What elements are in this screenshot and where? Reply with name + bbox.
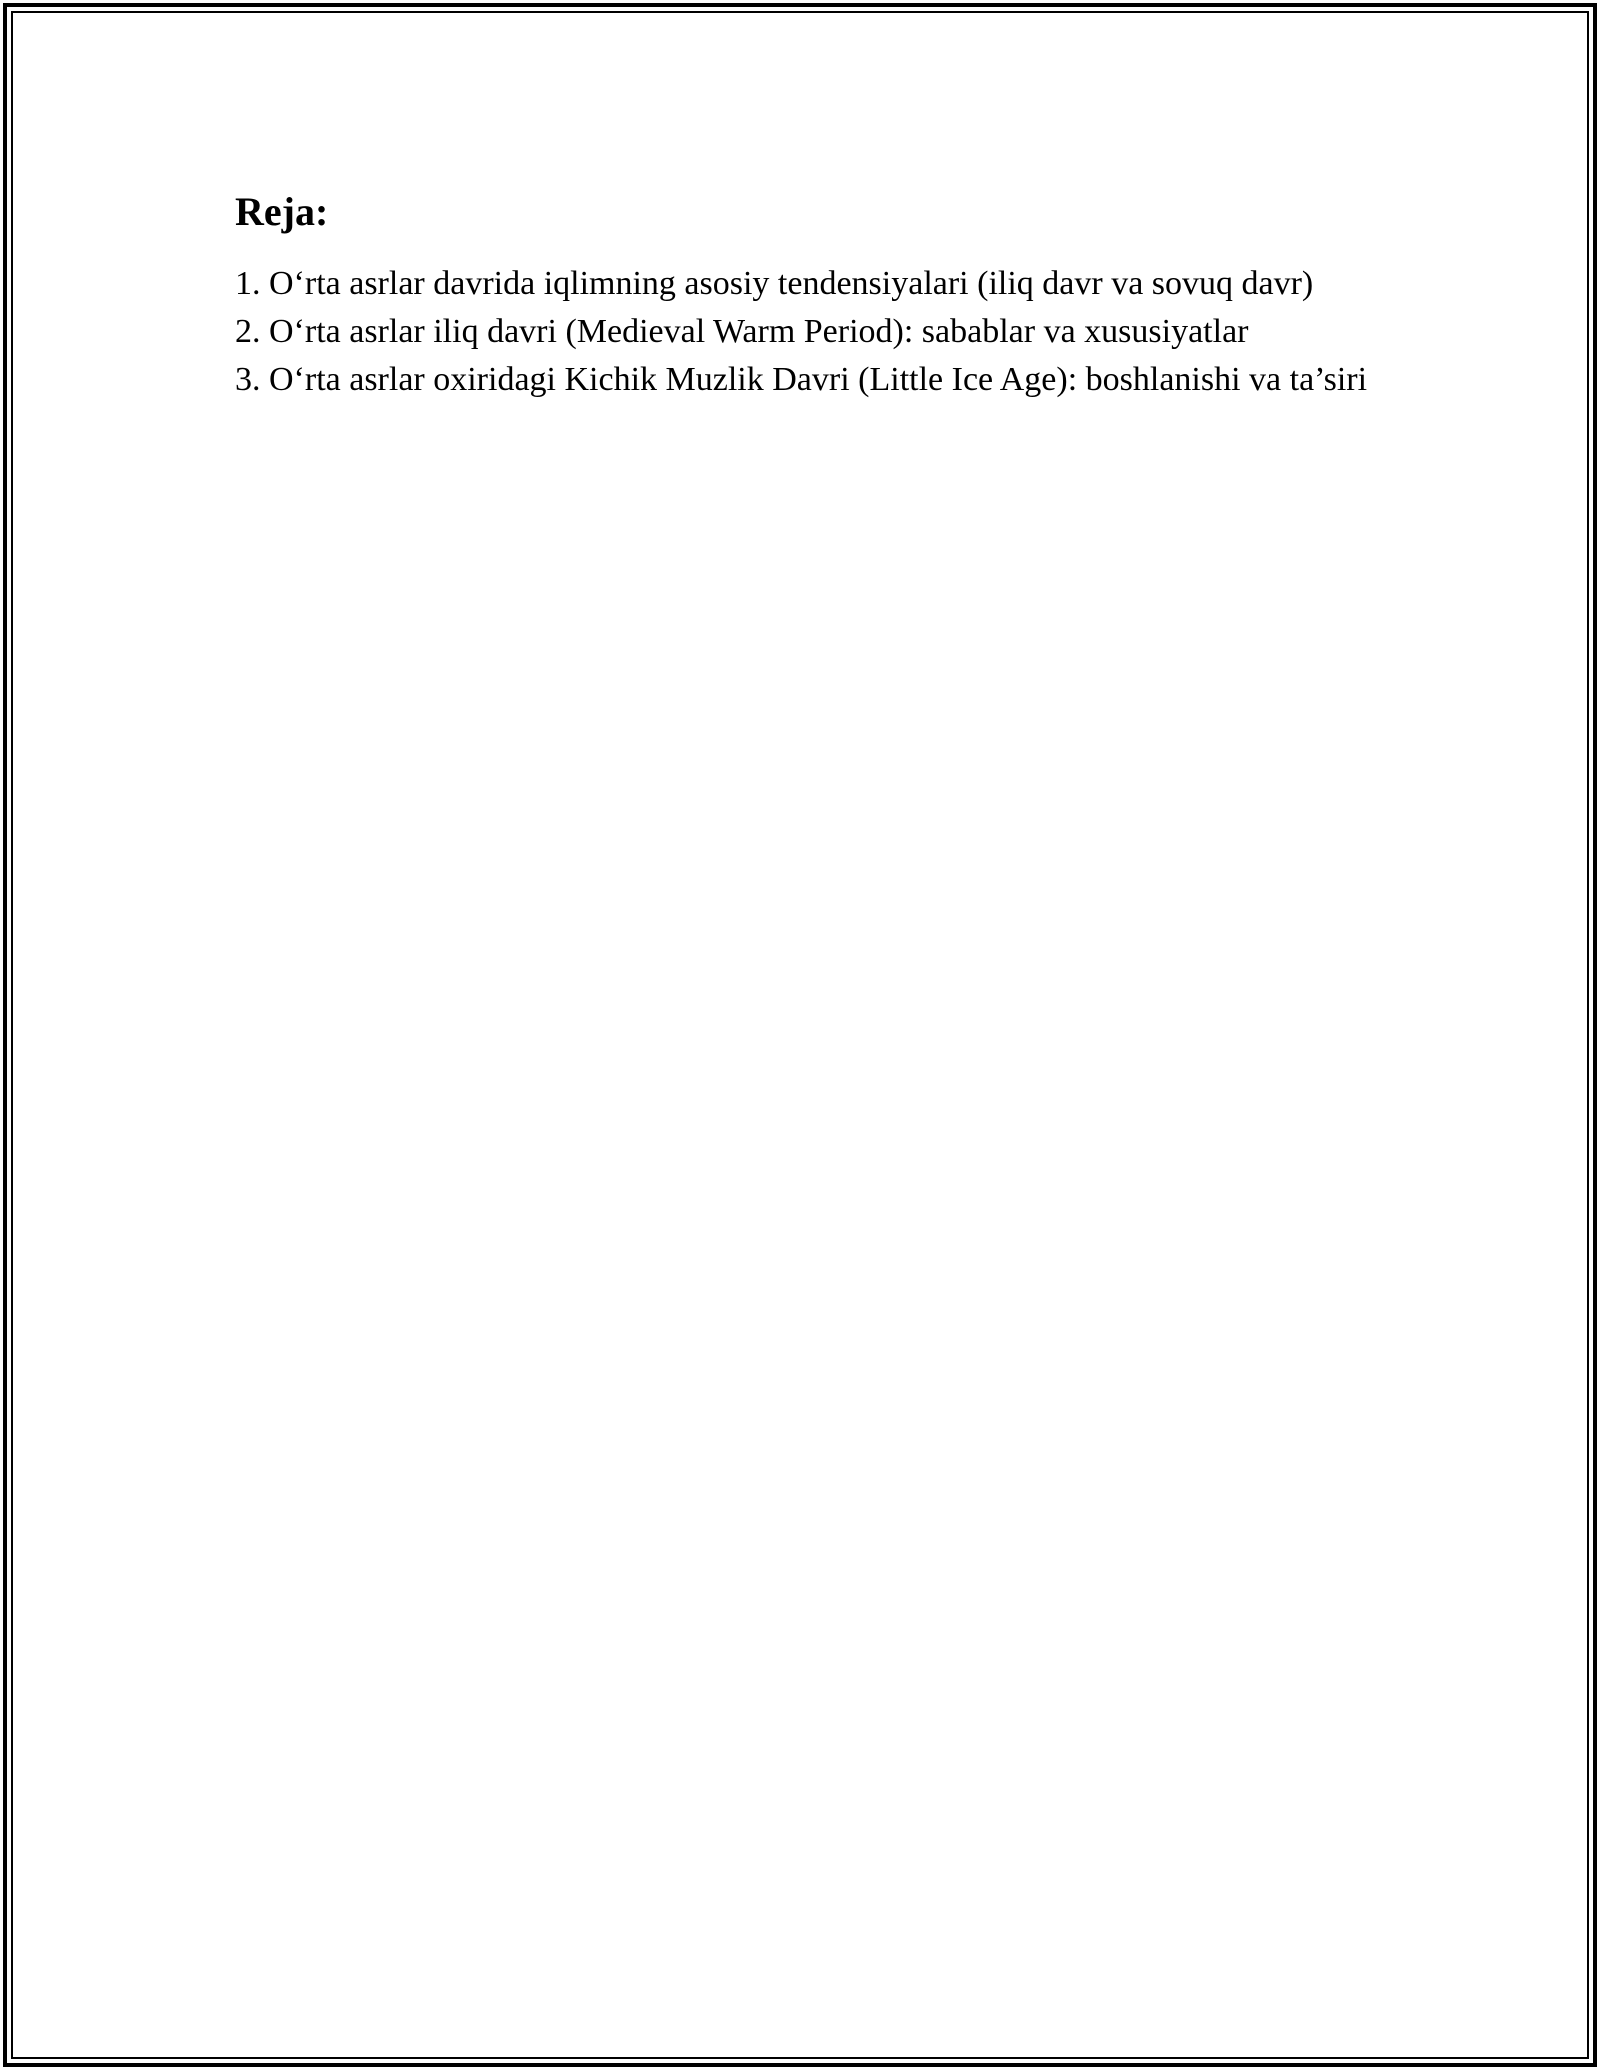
plan-item-3: 3. O‘rta asrlar oxiridagi Kichik Muzlik Davri (Little Ice Age): boshlanishi va ta’siri [235,361,1368,398]
plan-item-1: 1. O‘rta asrlar davrida iqlimning asosiy tendensiyalari (iliq davr va sovuq davr) [235,265,1314,302]
plan-item-2: 2. O‘rta asrlar iliq davri (Medieval Warm Period): sabablar va xususiyatlar [235,313,1249,350]
plan-title: Reja: [235,189,329,234]
page-content [235,188,1375,404]
plan-list [235,260,1375,404]
